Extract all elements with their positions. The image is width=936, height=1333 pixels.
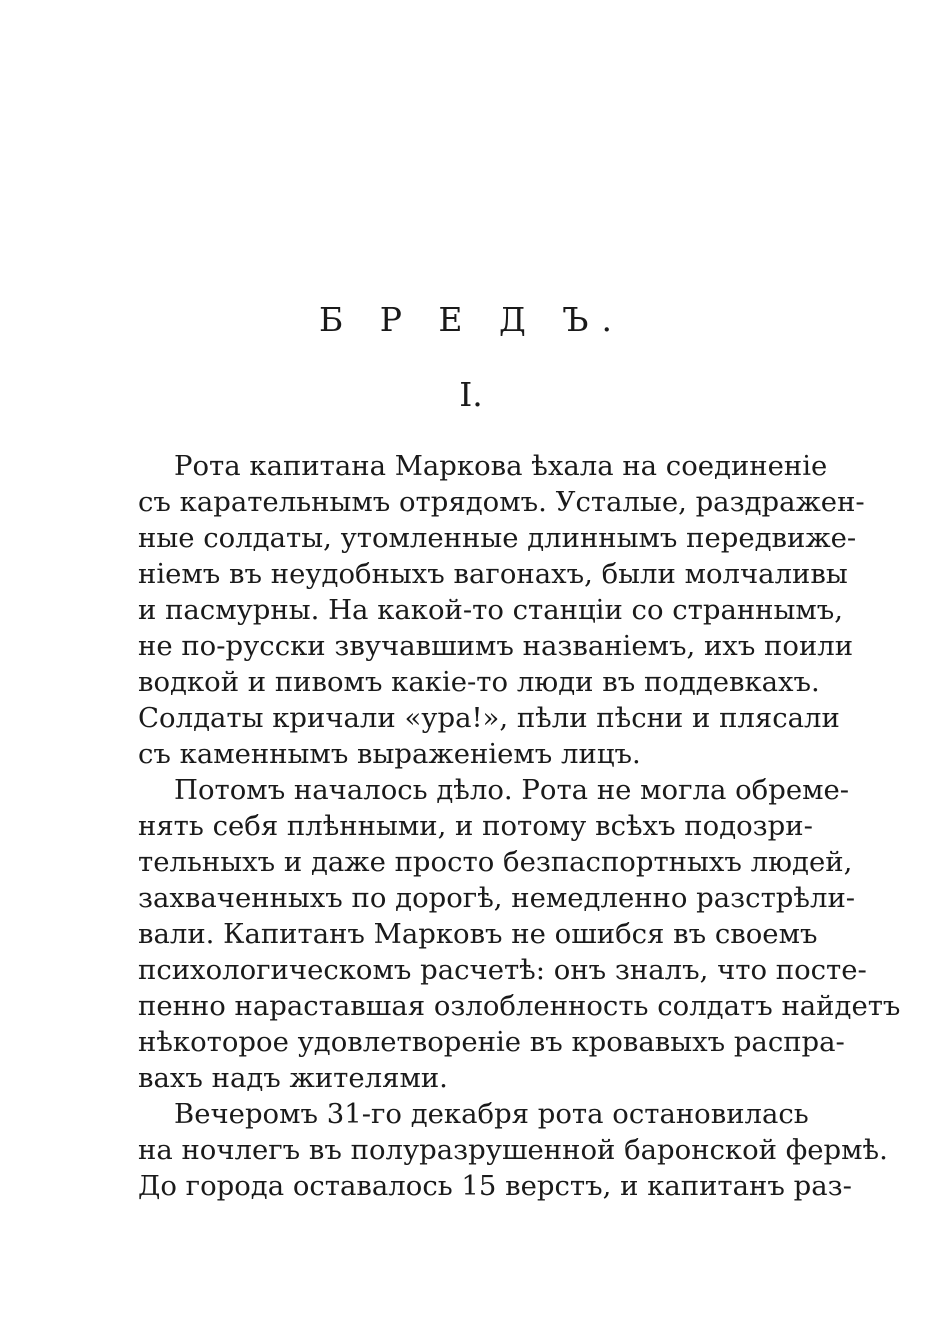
text-line: нѣкоторое удовлетворенiе въ кровавыхъ распра- [138, 1026, 845, 1058]
text-line: вахъ надъ жителями. [138, 1062, 448, 1094]
text-line: тельныхъ и даже просто безпаспортныхъ людей, [138, 846, 853, 878]
text-line: психологическомъ расчетѣ: онъ зналъ, что посте- [138, 954, 867, 986]
text-line: на ночлегъ въ полуразрушенной баронской фермѣ. [138, 1134, 888, 1166]
chapter-number: I. [459, 375, 483, 414]
text-line: До города оставалось 15 верстъ, и капитанъ раз- [138, 1170, 852, 1202]
text-line: водкой и пивомъ какiе-то люди въ поддевкахъ. [138, 666, 820, 698]
text-line: вали. Капитанъ Марковъ не ошибся въ своемъ [138, 918, 818, 950]
paragraph-2 [138, 772, 901, 1096]
text-line: съ карательнымъ отрядомъ. Усталые, раздражен- [138, 486, 865, 518]
text-line: захваченныхъ по дорогѣ, немедленно разстрѣли- [138, 882, 856, 914]
body-text [138, 448, 901, 1204]
text-line: не по-русски звучавшимъ названiемъ, ихъ поили [138, 630, 854, 662]
text-line: и пасмурны. На какой-то станцiи со страннымъ, [138, 594, 844, 626]
paragraph-3 [138, 1096, 888, 1204]
text-line: Вечеромъ 31-го декабря рота остановилась [174, 1098, 809, 1130]
text-line: ные солдаты, утомленные длиннымъ передвиже- [138, 522, 857, 554]
text-line: Потомъ началось дѣло. Рота не могла обреме- [174, 774, 850, 806]
text-line: нять себя плѣнными, и потому всѣхъ подозри- [138, 810, 813, 842]
text-line: съ каменнымъ выраженiемъ лицъ. [138, 738, 641, 770]
text-line: пенно нараставшая озлобленность солдатъ найдетъ [138, 990, 901, 1022]
text-line: Солдаты кричали «ура!», пѣли пѣсни и плясали [138, 702, 840, 734]
chapter-title: Б Р Е Д Ъ. [318, 300, 626, 339]
text-line: нiемъ въ неудобныхъ вагонахъ, были молчаливы [138, 558, 848, 590]
text-line: Рота капитана Маркова ѣхала на соединенiе [174, 450, 828, 482]
paragraph-1 [138, 448, 865, 772]
